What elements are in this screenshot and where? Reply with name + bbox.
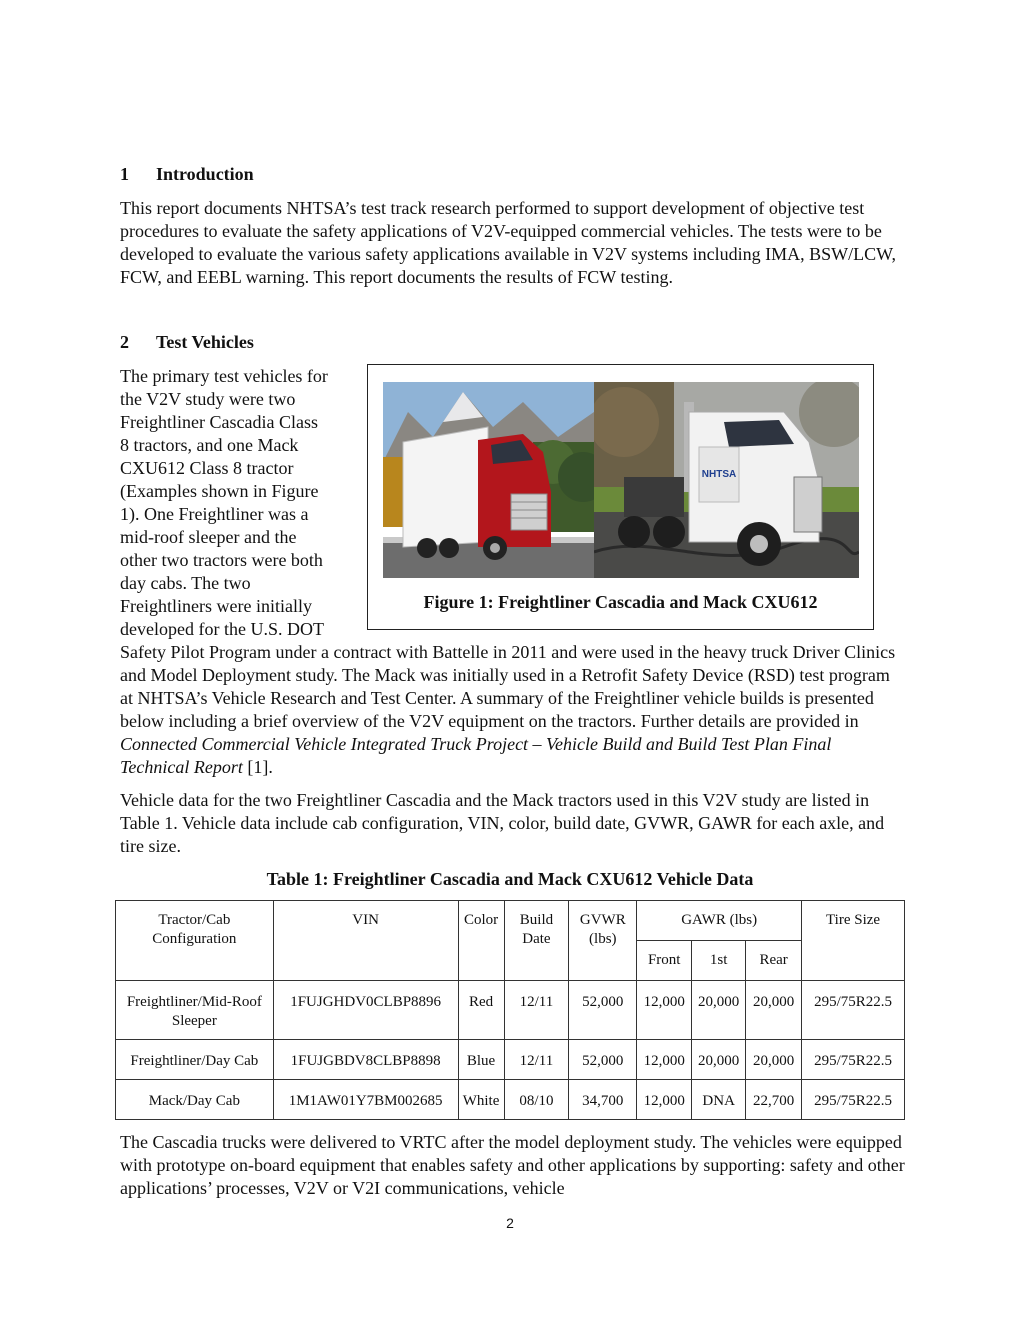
header-gawr: GAWR (lbs) bbox=[637, 901, 802, 941]
cell-vin: 1M1AW01Y7BM002685 bbox=[273, 1080, 458, 1120]
paragraph-1-text: Safety Pilot Program under a contract with Battelle in 2011 and were used in the heavy truck Driver Clinics and Model Deployment study. The Mack was initially used in a Retrofit Safety Device (RSD) test program at NHTSA’s Vehicle Research and Test Center. A summary of the Freightliner vehicle builds is presented below including a brief overview of the V2V equipment on the tractors. Further details are provided in bbox=[120, 642, 896, 731]
cell-config: Mack/Day Cab bbox=[116, 1080, 274, 1120]
reference-number: [1]. bbox=[242, 757, 273, 777]
cell-gvwr: 52,000 bbox=[569, 1040, 637, 1080]
header-front: Front bbox=[637, 941, 692, 981]
header-tire-size: Tire Size bbox=[802, 901, 905, 981]
cell-tire: 295/75R22.5 bbox=[802, 1080, 905, 1120]
nhtsa-door-logo: NHTSA bbox=[701, 469, 737, 480]
table-1-caption: Table 1: Freightliner Cascadia and Mack CXU612 Vehicle Data bbox=[266, 869, 754, 889]
wrap-line: developed for the U.S. DOT bbox=[120, 619, 324, 639]
figure-1-caption: Figure 1: Freightliner Cascadia and Mack CXU612 bbox=[423, 592, 818, 612]
cell-vin: 1FUJGBDV8CLBP8898 bbox=[273, 1040, 458, 1080]
wrap-line: (Examples shown in Figure bbox=[120, 481, 319, 501]
header-config: Tractor/Cab Configuration bbox=[116, 901, 274, 981]
table-row bbox=[116, 1080, 905, 1120]
cell-build: 12/11 bbox=[504, 981, 569, 1040]
cell-first: 20,000 bbox=[692, 1040, 746, 1080]
wrap-line: Freightliners were initially bbox=[120, 596, 312, 616]
section-2-title: Test Vehicles bbox=[156, 332, 254, 352]
cell-color: Blue bbox=[458, 1040, 504, 1080]
cell-color: Red bbox=[458, 981, 504, 1040]
wrap-line: The primary test vehicles for bbox=[120, 366, 328, 386]
wrap-line: CXU612 Class 8 tractor bbox=[120, 458, 294, 478]
wrap-line: Freightliner Cascadia Class bbox=[120, 412, 318, 432]
cell-gvwr: 52,000 bbox=[569, 981, 637, 1040]
section-1-paragraph: This report documents NHTSA’s test track research performed to support development of objective test procedures to evaluate the safety applications of V2V-equipped commercial vehicles. The tests were to be developed to evaluate the various safety applications available in V2V systems including IMA, BSW/LCW, FCW, and EEBL warning. This report documents the results of FCW testing. bbox=[120, 198, 897, 287]
cell-tire: 295/75R22.5 bbox=[802, 1040, 905, 1080]
section-2-paragraph-3: The Cascadia trucks were delivered to VRTC after the model deployment study. The vehicles were equipped with prototype on-board equipment that enables safety and other applications by supporting: safety and other applications’ processes, V2V or V2I communications, vehicle bbox=[120, 1132, 905, 1198]
cell-build: 12/11 bbox=[504, 1040, 569, 1080]
wrap-line: the V2V study were two bbox=[120, 389, 296, 409]
header-vin: VIN bbox=[273, 901, 458, 981]
wrap-line: other two tractors were both bbox=[120, 550, 323, 570]
cell-front: 12,000 bbox=[637, 981, 692, 1040]
wrap-line: 1). One Freightliner was a bbox=[120, 504, 309, 524]
figure-1 bbox=[367, 364, 874, 630]
wrap-text-column bbox=[120, 365, 356, 641]
report-title-reference: Connected Commercial Vehicle Integrated Truck Project – Vehicle Build and Build Test Plan Final Technical Report bbox=[120, 734, 832, 777]
wrap-line: day cabs. The two bbox=[120, 573, 251, 593]
cell-color: White bbox=[458, 1080, 504, 1120]
wrap-line: 8 tractors, and one Mack bbox=[120, 435, 299, 455]
cell-rear: 22,700 bbox=[746, 1080, 802, 1120]
cell-front: 12,000 bbox=[637, 1080, 692, 1120]
cell-config: Freightliner/Mid-Roof Sleeper bbox=[116, 981, 274, 1040]
section-1-title: Introduction bbox=[156, 164, 254, 184]
page-number: 2 bbox=[506, 1215, 514, 1231]
wrap-line: mid-roof sleeper and the bbox=[120, 527, 297, 547]
cell-config: Freightliner/Day Cab bbox=[116, 1040, 274, 1080]
cell-first: 20,000 bbox=[692, 981, 746, 1040]
cell-vin: 1FUJGHDV0CLBP8896 bbox=[273, 981, 458, 1040]
cell-rear: 20,000 bbox=[746, 1040, 802, 1080]
section-1-heading bbox=[120, 163, 254, 186]
table-header-row bbox=[116, 901, 905, 941]
table-row bbox=[116, 1040, 905, 1080]
header-first: 1st bbox=[692, 941, 746, 981]
freightliner-cascadia-photo bbox=[383, 382, 594, 578]
section-2-paragraph-2: Vehicle data for the two Freightliner Cascadia and the Mack tractors used in this V2V study are listed in Table 1. Vehicle data include cab configuration, VIN, color, build date, GVWR, GAWR for each axle, and tire size. bbox=[120, 790, 885, 856]
vehicle-data-table bbox=[115, 900, 905, 1120]
section-2-paragraph-1 bbox=[120, 641, 905, 779]
section-1-number: 1 bbox=[120, 164, 129, 184]
cell-front: 12,000 bbox=[637, 1040, 692, 1080]
header-rear: Rear bbox=[746, 941, 802, 981]
section-2-heading bbox=[120, 331, 254, 354]
header-gvwr: GVWR (lbs) bbox=[569, 901, 637, 981]
mack-cxu612-photo bbox=[594, 382, 859, 578]
header-color: Color bbox=[458, 901, 504, 981]
cell-build: 08/10 bbox=[504, 1080, 569, 1120]
cell-rear: 20,000 bbox=[746, 981, 802, 1040]
header-build-date: Build Date bbox=[504, 901, 569, 981]
table-row bbox=[116, 981, 905, 1040]
cell-first: DNA bbox=[692, 1080, 746, 1120]
cell-gvwr: 34,700 bbox=[569, 1080, 637, 1120]
cell-tire: 295/75R22.5 bbox=[802, 981, 905, 1040]
section-2-number: 2 bbox=[120, 332, 129, 352]
